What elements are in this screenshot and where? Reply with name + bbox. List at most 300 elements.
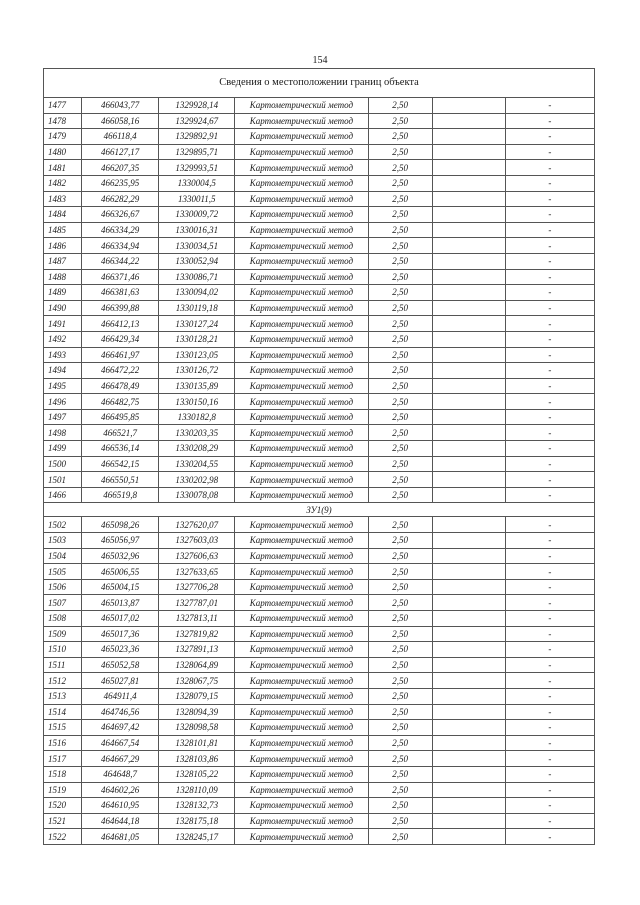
accuracy-cell: 2,50: [368, 347, 432, 363]
table-row: [44, 98, 595, 114]
table-row: [44, 533, 595, 549]
x-coordinate-cell: 466344,22: [82, 253, 159, 269]
method-cell: Картометрический метод: [235, 456, 368, 472]
description-cell: [432, 207, 505, 223]
x-coordinate-cell: 466521,7: [82, 425, 159, 441]
note-cell: -: [505, 98, 594, 114]
x-coordinate-cell: 464697,42: [82, 720, 159, 736]
description-cell: [432, 829, 505, 845]
method-cell: Картометрический метод: [235, 207, 368, 223]
description-cell: [432, 98, 505, 114]
note-cell: -: [505, 129, 594, 145]
y-coordinate-cell: 1328098,58: [159, 720, 235, 736]
x-coordinate-cell: 466472,22: [82, 363, 159, 379]
description-cell: [432, 517, 505, 533]
accuracy-cell: 2,50: [368, 657, 432, 673]
method-cell: Картометрический метод: [235, 129, 368, 145]
accuracy-cell: 2,50: [368, 363, 432, 379]
description-cell: [432, 191, 505, 207]
description-cell: [432, 409, 505, 425]
accuracy-cell: 2,50: [368, 751, 432, 767]
point-number-cell: 1480: [44, 144, 82, 160]
description-cell: [432, 626, 505, 642]
x-coordinate-cell: 465056,97: [82, 533, 159, 549]
table-row: [44, 394, 595, 410]
description-cell: [432, 222, 505, 238]
table-row: [44, 595, 595, 611]
method-cell: Картометрический метод: [235, 735, 368, 751]
method-cell: Картометрический метод: [235, 595, 368, 611]
note-cell: -: [505, 735, 594, 751]
method-cell: Картометрический метод: [235, 269, 368, 285]
table-row: [44, 657, 595, 673]
description-cell: [432, 129, 505, 145]
table-row: [44, 363, 595, 379]
description-cell: [432, 657, 505, 673]
table-row: [44, 751, 595, 767]
x-coordinate-cell: 464644,18: [82, 813, 159, 829]
y-coordinate-cell: 1327706,28: [159, 579, 235, 595]
description-cell: [432, 472, 505, 488]
x-coordinate-cell: 464746,56: [82, 704, 159, 720]
x-coordinate-cell: 465098,26: [82, 517, 159, 533]
note-cell: -: [505, 813, 594, 829]
y-coordinate-cell: 1327787,01: [159, 595, 235, 611]
method-cell: Картометрический метод: [235, 487, 368, 503]
point-number-cell: 1481: [44, 160, 82, 176]
note-cell: -: [505, 300, 594, 316]
table-title-row: [44, 69, 595, 98]
method-cell: Картометрический метод: [235, 611, 368, 627]
note-cell: -: [505, 378, 594, 394]
note-cell: -: [505, 113, 594, 129]
table-row: [44, 642, 595, 658]
point-number-cell: 1505: [44, 564, 82, 580]
note-cell: -: [505, 222, 594, 238]
group-label: ЗУ1(9): [44, 503, 595, 517]
point-number-cell: 1502: [44, 517, 82, 533]
point-number-cell: 1512: [44, 673, 82, 689]
y-coordinate-cell: 1327606,63: [159, 548, 235, 564]
point-number-cell: 1492: [44, 331, 82, 347]
y-coordinate-cell: 1327891,13: [159, 642, 235, 658]
accuracy-cell: 2,50: [368, 425, 432, 441]
accuracy-cell: 2,50: [368, 798, 432, 814]
description-cell: [432, 331, 505, 347]
x-coordinate-cell: 466334,29: [82, 222, 159, 238]
table-row: [44, 673, 595, 689]
x-coordinate-cell: 465017,02: [82, 611, 159, 627]
description-cell: [432, 751, 505, 767]
table-row: [44, 564, 595, 580]
x-coordinate-cell: 466326,67: [82, 207, 159, 223]
table-row: [44, 782, 595, 798]
point-number-cell: 1489: [44, 285, 82, 301]
table-row: [44, 798, 595, 814]
y-coordinate-cell: 1330052,94: [159, 253, 235, 269]
description-cell: [432, 316, 505, 332]
point-number-cell: 1496: [44, 394, 82, 410]
table-row: [44, 813, 595, 829]
note-cell: -: [505, 579, 594, 595]
accuracy-cell: 2,50: [368, 113, 432, 129]
point-number-cell: 1494: [44, 363, 82, 379]
method-cell: Картометрический метод: [235, 829, 368, 845]
description-cell: [432, 394, 505, 410]
point-number-cell: 1517: [44, 751, 82, 767]
point-number-cell: 1483: [44, 191, 82, 207]
method-cell: Картометрический метод: [235, 441, 368, 457]
point-number-cell: 1491: [44, 316, 82, 332]
x-coordinate-cell: 466043,77: [82, 98, 159, 114]
method-cell: Картометрический метод: [235, 751, 368, 767]
method-cell: Картометрический метод: [235, 316, 368, 332]
method-cell: Картометрический метод: [235, 564, 368, 580]
point-number-cell: 1500: [44, 456, 82, 472]
description-cell: [432, 441, 505, 457]
note-cell: -: [505, 626, 594, 642]
method-cell: Картометрический метод: [235, 238, 368, 254]
accuracy-cell: 2,50: [368, 409, 432, 425]
accuracy-cell: 2,50: [368, 456, 432, 472]
accuracy-cell: 2,50: [368, 472, 432, 488]
note-cell: -: [505, 456, 594, 472]
accuracy-cell: 2,50: [368, 688, 432, 704]
y-coordinate-cell: 1327819,82: [159, 626, 235, 642]
y-coordinate-cell: 1328175,18: [159, 813, 235, 829]
x-coordinate-cell: 466127,17: [82, 144, 159, 160]
method-cell: Картометрический метод: [235, 347, 368, 363]
method-cell: Картометрический метод: [235, 394, 368, 410]
accuracy-cell: 2,50: [368, 175, 432, 191]
table-row: [44, 238, 595, 254]
y-coordinate-cell: 1330016,31: [159, 222, 235, 238]
note-cell: -: [505, 285, 594, 301]
x-coordinate-cell: 464610,95: [82, 798, 159, 814]
x-coordinate-cell: 466478,49: [82, 378, 159, 394]
description-cell: [432, 175, 505, 191]
table-row: [44, 487, 595, 503]
table-row: [44, 517, 595, 533]
method-cell: Картометрический метод: [235, 285, 368, 301]
accuracy-cell: 2,50: [368, 441, 432, 457]
accuracy-cell: 2,50: [368, 300, 432, 316]
description-cell: [432, 425, 505, 441]
accuracy-cell: 2,50: [368, 144, 432, 160]
method-cell: Картометрический метод: [235, 533, 368, 549]
x-coordinate-cell: 465032,96: [82, 548, 159, 564]
y-coordinate-cell: 1330135,89: [159, 378, 235, 394]
note-cell: -: [505, 144, 594, 160]
point-number-cell: 1504: [44, 548, 82, 564]
note-cell: -: [505, 472, 594, 488]
note-cell: -: [505, 533, 594, 549]
method-cell: Картометрический метод: [235, 175, 368, 191]
accuracy-cell: 2,50: [368, 626, 432, 642]
table-row: [44, 425, 595, 441]
method-cell: Картометрический метод: [235, 813, 368, 829]
note-cell: -: [505, 611, 594, 627]
accuracy-cell: 2,50: [368, 704, 432, 720]
description-cell: [432, 704, 505, 720]
accuracy-cell: 2,50: [368, 331, 432, 347]
x-coordinate-cell: 465052,58: [82, 657, 159, 673]
method-cell: Картометрический метод: [235, 113, 368, 129]
description-cell: [432, 300, 505, 316]
method-cell: Картометрический метод: [235, 782, 368, 798]
accuracy-cell: 2,50: [368, 98, 432, 114]
table-row: [44, 160, 595, 176]
method-cell: Картометрический метод: [235, 378, 368, 394]
x-coordinate-cell: 466399,88: [82, 300, 159, 316]
x-coordinate-cell: 464667,54: [82, 735, 159, 751]
x-coordinate-cell: 466482,75: [82, 394, 159, 410]
table-row: [44, 113, 595, 129]
y-coordinate-cell: 1330004,5: [159, 175, 235, 191]
note-cell: -: [505, 657, 594, 673]
point-number-cell: 1495: [44, 378, 82, 394]
accuracy-cell: 2,50: [368, 829, 432, 845]
table-row: [44, 269, 595, 285]
page-number: 154: [312, 55, 328, 66]
y-coordinate-cell: 1329892,91: [159, 129, 235, 145]
y-coordinate-cell: 1327620,07: [159, 517, 235, 533]
note-cell: -: [505, 642, 594, 658]
description-cell: [432, 720, 505, 736]
y-coordinate-cell: 1330150,16: [159, 394, 235, 410]
y-coordinate-cell: 1330119,18: [159, 300, 235, 316]
x-coordinate-cell: 466118,4: [82, 129, 159, 145]
note-cell: -: [505, 331, 594, 347]
accuracy-cell: 2,50: [368, 579, 432, 595]
y-coordinate-cell: 1330182,8: [159, 409, 235, 425]
method-cell: Картометрический метод: [235, 253, 368, 269]
table-row: [44, 253, 595, 269]
description-cell: [432, 688, 505, 704]
x-coordinate-cell: 466235,95: [82, 175, 159, 191]
description-cell: [432, 487, 505, 503]
boundary-coordinates-table: [43, 68, 595, 845]
accuracy-cell: 2,50: [368, 564, 432, 580]
method-cell: Картометрический метод: [235, 657, 368, 673]
note-cell: -: [505, 766, 594, 782]
x-coordinate-cell: 464911,4: [82, 688, 159, 704]
note-cell: -: [505, 160, 594, 176]
y-coordinate-cell: 1328079,15: [159, 688, 235, 704]
note-cell: -: [505, 253, 594, 269]
table-row: [44, 456, 595, 472]
group-header-row: [44, 503, 595, 517]
note-cell: -: [505, 363, 594, 379]
x-coordinate-cell: 465023,36: [82, 642, 159, 658]
method-cell: Картометрический метод: [235, 300, 368, 316]
point-number-cell: 1511: [44, 657, 82, 673]
y-coordinate-cell: 1329928,14: [159, 98, 235, 114]
description-cell: [432, 564, 505, 580]
table-row: [44, 222, 595, 238]
table-row: [44, 175, 595, 191]
x-coordinate-cell: 466495,85: [82, 409, 159, 425]
point-number-cell: 1466: [44, 487, 82, 503]
description-cell: [432, 269, 505, 285]
note-cell: -: [505, 175, 594, 191]
x-coordinate-cell: 465017,36: [82, 626, 159, 642]
table-row: [44, 144, 595, 160]
x-coordinate-cell: 465013,87: [82, 595, 159, 611]
y-coordinate-cell: 1330086,71: [159, 269, 235, 285]
accuracy-cell: 2,50: [368, 766, 432, 782]
table-row: [44, 611, 595, 627]
note-cell: -: [505, 720, 594, 736]
table-row: [44, 704, 595, 720]
table-row: [44, 378, 595, 394]
point-number-cell: 1518: [44, 766, 82, 782]
accuracy-cell: 2,50: [368, 253, 432, 269]
y-coordinate-cell: 1330094,02: [159, 285, 235, 301]
point-number-cell: 1514: [44, 704, 82, 720]
note-cell: -: [505, 487, 594, 503]
method-cell: Картометрический метод: [235, 517, 368, 533]
note-cell: -: [505, 191, 594, 207]
y-coordinate-cell: 1330204,55: [159, 456, 235, 472]
point-number-cell: 1490: [44, 300, 82, 316]
table-row: [44, 735, 595, 751]
y-coordinate-cell: 1328064,89: [159, 657, 235, 673]
description-cell: [432, 548, 505, 564]
method-cell: Картометрический метод: [235, 548, 368, 564]
y-coordinate-cell: 1328110,09: [159, 782, 235, 798]
accuracy-cell: 2,50: [368, 160, 432, 176]
point-number-cell: 1520: [44, 798, 82, 814]
note-cell: -: [505, 673, 594, 689]
table-row: [44, 626, 595, 642]
note-cell: -: [505, 798, 594, 814]
point-number-cell: 1522: [44, 829, 82, 845]
description-cell: [432, 238, 505, 254]
point-number-cell: 1498: [44, 425, 82, 441]
point-number-cell: 1519: [44, 782, 82, 798]
x-coordinate-cell: 464667,29: [82, 751, 159, 767]
accuracy-cell: 2,50: [368, 673, 432, 689]
y-coordinate-cell: 1330034,51: [159, 238, 235, 254]
x-coordinate-cell: 466207,35: [82, 160, 159, 176]
point-number-cell: 1503: [44, 533, 82, 549]
table-row: [44, 472, 595, 488]
x-coordinate-cell: 466429,34: [82, 331, 159, 347]
y-coordinate-cell: 1328105,22: [159, 766, 235, 782]
y-coordinate-cell: 1330011,5: [159, 191, 235, 207]
note-cell: -: [505, 425, 594, 441]
note-cell: -: [505, 829, 594, 845]
y-coordinate-cell: 1327603,03: [159, 533, 235, 549]
point-number-cell: 1508: [44, 611, 82, 627]
accuracy-cell: 2,50: [368, 191, 432, 207]
note-cell: -: [505, 782, 594, 798]
table-row: [44, 316, 595, 332]
x-coordinate-cell: 464681,05: [82, 829, 159, 845]
method-cell: Картометрический метод: [235, 98, 368, 114]
x-coordinate-cell: 464648,7: [82, 766, 159, 782]
method-cell: Картометрический метод: [235, 409, 368, 425]
method-cell: Картометрический метод: [235, 720, 368, 736]
method-cell: Картометрический метод: [235, 688, 368, 704]
note-cell: -: [505, 548, 594, 564]
description-cell: [432, 285, 505, 301]
description-cell: [432, 766, 505, 782]
method-cell: Картометрический метод: [235, 798, 368, 814]
table-row: [44, 829, 595, 845]
table-title: Сведения о местоположении границ объекта: [44, 69, 595, 98]
note-cell: -: [505, 238, 594, 254]
y-coordinate-cell: 1330128,21: [159, 331, 235, 347]
description-cell: [432, 378, 505, 394]
point-number-cell: 1482: [44, 175, 82, 191]
description-cell: [432, 798, 505, 814]
description-cell: [432, 253, 505, 269]
table-row: [44, 441, 595, 457]
note-cell: -: [505, 316, 594, 332]
table-row: [44, 347, 595, 363]
table-row: [44, 331, 595, 347]
table-row: [44, 766, 595, 782]
y-coordinate-cell: 1329924,67: [159, 113, 235, 129]
method-cell: Картометрический метод: [235, 704, 368, 720]
table-row: [44, 548, 595, 564]
accuracy-cell: 2,50: [368, 642, 432, 658]
description-cell: [432, 160, 505, 176]
x-coordinate-cell: 466519,8: [82, 487, 159, 503]
point-number-cell: 1487: [44, 253, 82, 269]
note-cell: -: [505, 704, 594, 720]
description-cell: [432, 642, 505, 658]
method-cell: Картометрический метод: [235, 425, 368, 441]
method-cell: Картометрический метод: [235, 642, 368, 658]
point-number-cell: 1515: [44, 720, 82, 736]
description-cell: [432, 363, 505, 379]
y-coordinate-cell: 1330127,24: [159, 316, 235, 332]
description-cell: [432, 456, 505, 472]
x-coordinate-cell: 466550,51: [82, 472, 159, 488]
note-cell: -: [505, 688, 594, 704]
table-row: [44, 207, 595, 223]
accuracy-cell: 2,50: [368, 735, 432, 751]
point-number-cell: 1497: [44, 409, 82, 425]
method-cell: Картометрический метод: [235, 626, 368, 642]
y-coordinate-cell: 1330009,72: [159, 207, 235, 223]
table-row: [44, 129, 595, 145]
accuracy-cell: 2,50: [368, 813, 432, 829]
y-coordinate-cell: 1328101,81: [159, 735, 235, 751]
table-row: [44, 720, 595, 736]
accuracy-cell: 2,50: [368, 517, 432, 533]
accuracy-cell: 2,50: [368, 487, 432, 503]
table-row: [44, 579, 595, 595]
description-cell: [432, 611, 505, 627]
x-coordinate-cell: 465006,55: [82, 564, 159, 580]
note-cell: -: [505, 409, 594, 425]
note-cell: -: [505, 441, 594, 457]
point-number-cell: 1501: [44, 472, 82, 488]
accuracy-cell: 2,50: [368, 316, 432, 332]
point-number-cell: 1507: [44, 595, 82, 611]
description-cell: [432, 113, 505, 129]
accuracy-cell: 2,50: [368, 782, 432, 798]
method-cell: Картометрический метод: [235, 766, 368, 782]
x-coordinate-cell: 466058,16: [82, 113, 159, 129]
y-coordinate-cell: 1328132,73: [159, 798, 235, 814]
accuracy-cell: 2,50: [368, 222, 432, 238]
method-cell: Картометрический метод: [235, 673, 368, 689]
